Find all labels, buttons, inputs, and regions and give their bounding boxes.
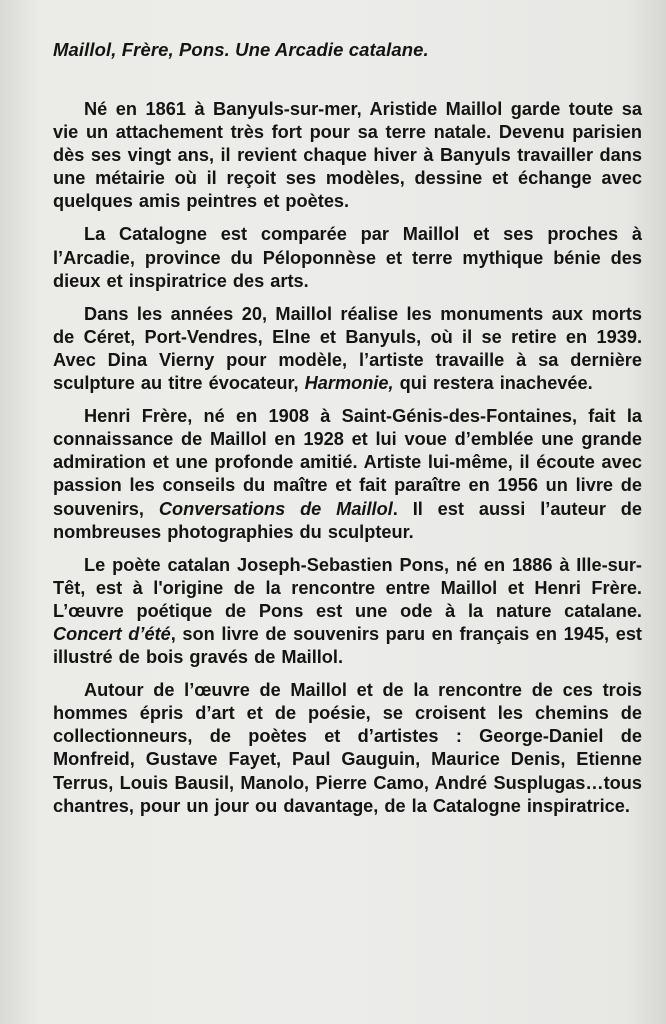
paragraph-text: Autour de l’œuvre de Maillol et de la rencontre de ces trois hommes épris d’art et de poésie, se croisent les chemins de collectionneurs, de poètes et d’artistes : George-Daniel de Monfreid, Gustave Fayet, Paul Gauguin, Maurice Denis, Etienne Terrus, Louis Bausil, Manolo, Pierre Camo, André Susplugas…tous chantres, pour un jour ou davantage, de la Catalogne inspiratrice. xyxy=(53,680,642,816)
paragraph-text: qui restera inachevée. xyxy=(393,373,593,394)
paragraph-text: Henri Frère, né en 1908 à Saint-Génis-des-Fontaines, fait la connaissance de Maillol en 1928 et lui voue d’emblée une grande admiration et une profonde amitié. Artiste lui-même, il écoute avec passion les conseils du maître et fait paraître en 1956 un livre de souvenirs, xyxy=(53,406,642,519)
paragraph-text: Dans les années 20, Maillol réalise les monuments aux morts de Céret, Port-Vendres, Elne et Banyuls, où il se retire en 1939. Avec Dina Vierny pour modèle, l’artiste travaille à sa dernière sculpture au titre évocateur, xyxy=(53,303,642,394)
paragraph-text: Né en 1861 à Banyuls-sur-mer, Aristide Maillol garde toute sa vie un attachement très fort pour sa terre natale. Devenu parisien dès ses vingt ans, il revient chaque hiver à Banyuls travailler dans une métairie où il reçoit ses modèles, dessine et échange avec quelques amis peintres et poètes. xyxy=(53,99,642,212)
paragraph-text: . Il est aussi l’auteur de nombreuses photographies du sculpteur. xyxy=(53,498,643,542)
italic-title-text: Harmonie, xyxy=(304,373,394,394)
italic-title-text: Conversations de Maillol xyxy=(158,498,393,519)
italic-title-text: Concert d’été xyxy=(53,623,171,644)
body-text xyxy=(53,98,642,818)
paragraph xyxy=(53,405,642,544)
paragraph-text: La Catalogne est comparée par Maillol et ses proches à l’Arcadie, province du Péloponnèse et terre mythique bénie des dieux et inspiratrice des arts. xyxy=(53,224,642,291)
paragraph-text: Le poète catalan Joseph-Sebastien Pons, né en 1886 à Ille-sur-Têt, est à l'origine de la rencontre entre Maillol et Henri Frère. L’œuvre poétique de Pons est une ode à la nature catalane. xyxy=(53,554,642,621)
paragraph xyxy=(53,223,642,292)
paragraph xyxy=(53,303,642,395)
page-title: Maillol, Frère, Pons. Une Arcadie catalane. xyxy=(53,39,429,60)
paragraph xyxy=(53,679,642,818)
paragraph-text: , son livre de souvenirs paru en français en 1945, est illustré de bois gravés de Maillol. xyxy=(53,623,642,668)
paragraph xyxy=(53,98,642,213)
paragraph xyxy=(53,554,642,669)
